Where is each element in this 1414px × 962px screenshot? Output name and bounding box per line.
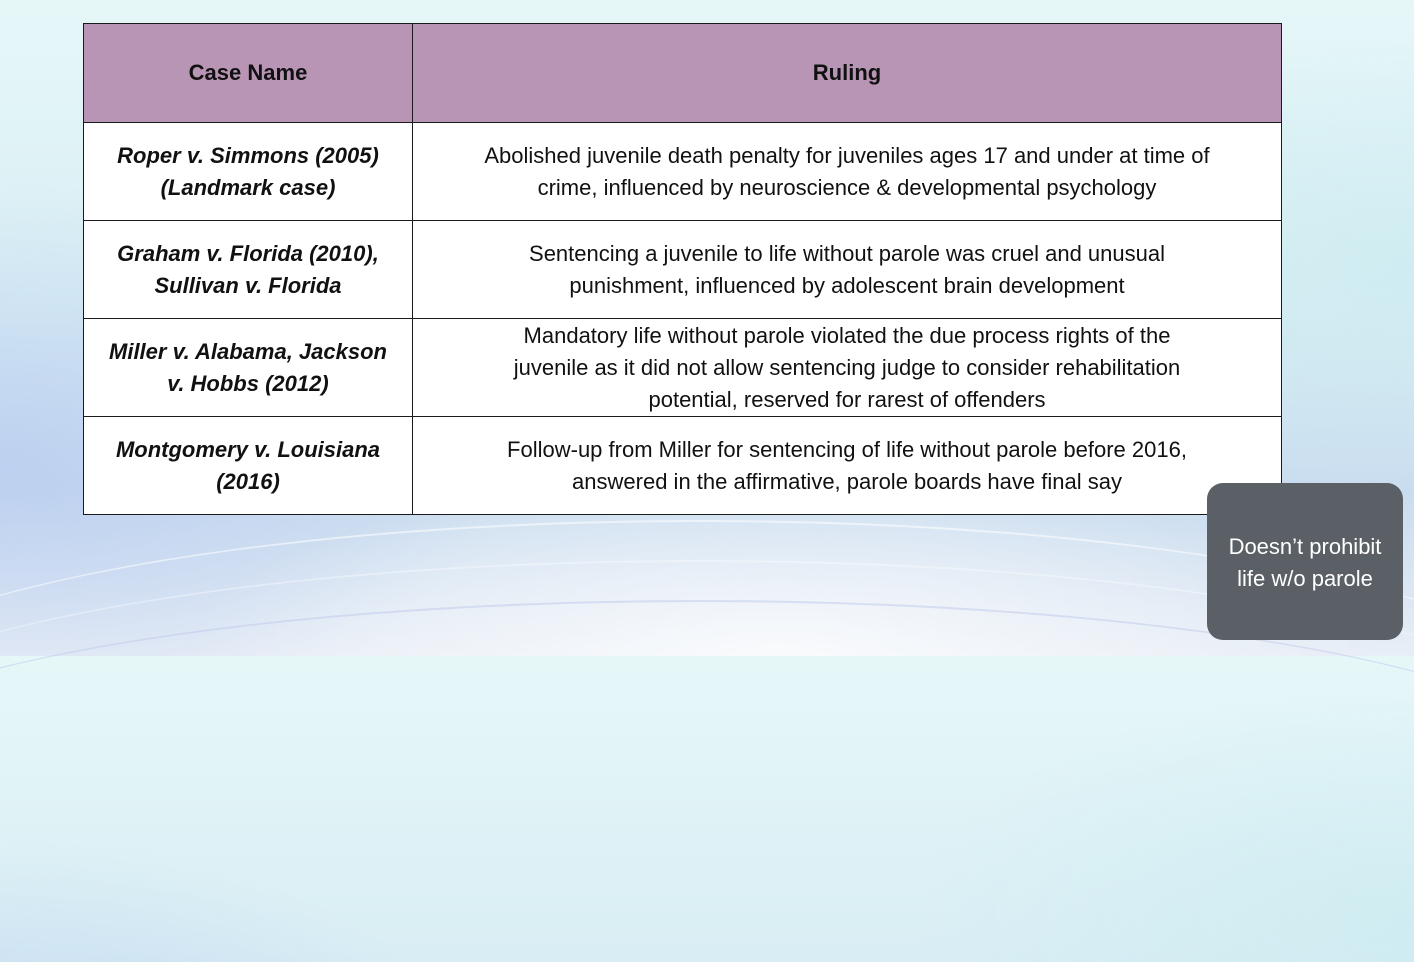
case-name-line: Graham v. Florida (2010), <box>117 240 379 266</box>
note-line: Doesn’t prohibit <box>1228 534 1382 559</box>
court-cases-table <box>83 23 1282 515</box>
case-name-line: Miller v. Alabama, Jackson <box>109 338 387 364</box>
ruling-line: Abolished juvenile death penalty for juveniles ages 17 and under at time of <box>484 142 1210 168</box>
ruling-line: Mandatory life without parole violated the due process rights of the <box>523 322 1171 348</box>
case-name-line: (Landmark case) <box>160 174 336 200</box>
case-name-cell <box>84 123 413 221</box>
case-name-cell <box>84 417 413 515</box>
background-wave <box>0 600 1414 962</box>
case-name-line: Roper v. Simmons (2005) <box>117 142 379 168</box>
ruling-line: Follow-up from Miller for sentencing of life without parole before 2016, <box>507 436 1187 462</box>
case-name-cell <box>84 221 413 319</box>
case-name-line: Montgomery v. Louisiana <box>115 436 381 462</box>
table-row <box>84 417 1282 515</box>
sticky-note <box>1207 483 1403 640</box>
ruling-line: answered in the affirmative, parole boards have final say <box>572 468 1122 494</box>
header-case-name: Case Name <box>84 24 413 123</box>
ruling-cell <box>413 319 1282 417</box>
ruling-cell <box>413 221 1282 319</box>
case-name-line: v. Hobbs (2012) <box>167 370 329 396</box>
table-row <box>84 221 1282 319</box>
case-name-line: Sullivan v. Florida <box>154 272 342 298</box>
note-line: life w/o parole <box>1237 566 1373 591</box>
ruling-cell <box>413 417 1282 515</box>
ruling-line: Sentencing a juvenile to life without parole was cruel and unusual <box>529 240 1165 266</box>
table-header-row <box>84 24 1282 123</box>
case-name-line: (2016) <box>216 468 280 494</box>
ruling-cell <box>413 123 1282 221</box>
ruling-line: potential, reserved for rarest of offenders <box>648 386 1046 412</box>
ruling-line: juvenile as it did not allow sentencing judge to consider rehabilitation <box>513 354 1181 380</box>
case-name-cell <box>84 319 413 417</box>
ruling-line: punishment, influenced by adolescent brain development <box>569 272 1125 298</box>
ruling-line: crime, influenced by neuroscience & developmental psychology <box>537 174 1157 200</box>
header-ruling: Ruling <box>413 24 1282 123</box>
table-row <box>84 123 1282 221</box>
table-row <box>84 319 1282 417</box>
